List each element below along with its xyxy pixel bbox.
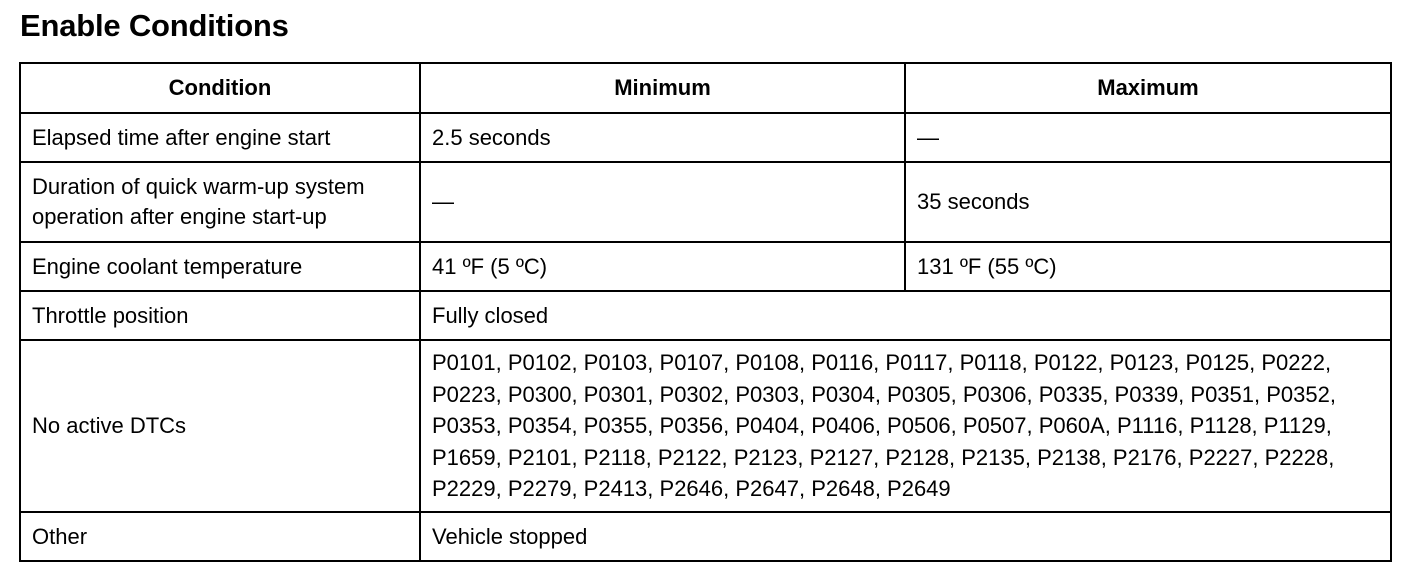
condition-label: Duration of quick warm-up system operation after engine start-up	[32, 174, 365, 229]
minimum-cell: —	[420, 162, 905, 242]
page-title: Enable Conditions	[20, 8, 289, 43]
table-row-other	[20, 512, 1391, 561]
header-minimum: Minimum	[420, 63, 905, 113]
maximum-cell: —	[905, 113, 1391, 162]
condition-cell: No active DTCs	[20, 340, 420, 512]
value-cell: Vehicle stopped	[420, 512, 1391, 561]
condition-cell: Throttle position	[20, 291, 420, 340]
table-row-active-dtcs	[20, 340, 1391, 512]
header-condition: Condition	[20, 63, 420, 113]
table-header-row	[20, 63, 1391, 113]
condition-cell	[20, 162, 420, 242]
enable-conditions-table	[19, 62, 1392, 562]
minimum-cell: 2.5 seconds	[420, 113, 905, 162]
maximum-cell: 35 seconds	[905, 162, 1391, 242]
condition-cell: Other	[20, 512, 420, 561]
minimum-cell: 41 ºF (5 ºC)	[420, 242, 905, 291]
condition-cell: Elapsed time after engine start	[20, 113, 420, 162]
condition-cell: Engine coolant temperature	[20, 242, 420, 291]
table-row-coolant-temperature	[20, 242, 1391, 291]
dtc-code-list: P0101, P0102, P0103, P0107, P0108, P0116, P0117, P0118, P0122, P0123, P0125, P0222, P0223, P0300, P0301, P0302, P0303, P0304, P0305, P0306, P0335, P0339, P0351, P0352, P0353, P0354, P0355, P0356, P0404, P0406, P0506, P0507, P060A, P1116, P1128, P1129, P1659, P2101, P2118, P2122, P2123, P2127, P2128, P2135, P2138, P2176, P2227, P2228, P2229, P2279, P2413, P2646, P2647, P2648, P2649	[432, 350, 1336, 502]
table-row-throttle-position	[20, 291, 1391, 340]
value-cell	[420, 340, 1391, 512]
maximum-cell: 131 ºF (55 ºC)	[905, 242, 1391, 291]
header-maximum: Maximum	[905, 63, 1391, 113]
table-row-elapsed-time	[20, 113, 1391, 162]
value-cell: Fully closed	[420, 291, 1391, 340]
table-row-warmup-duration	[20, 162, 1391, 242]
